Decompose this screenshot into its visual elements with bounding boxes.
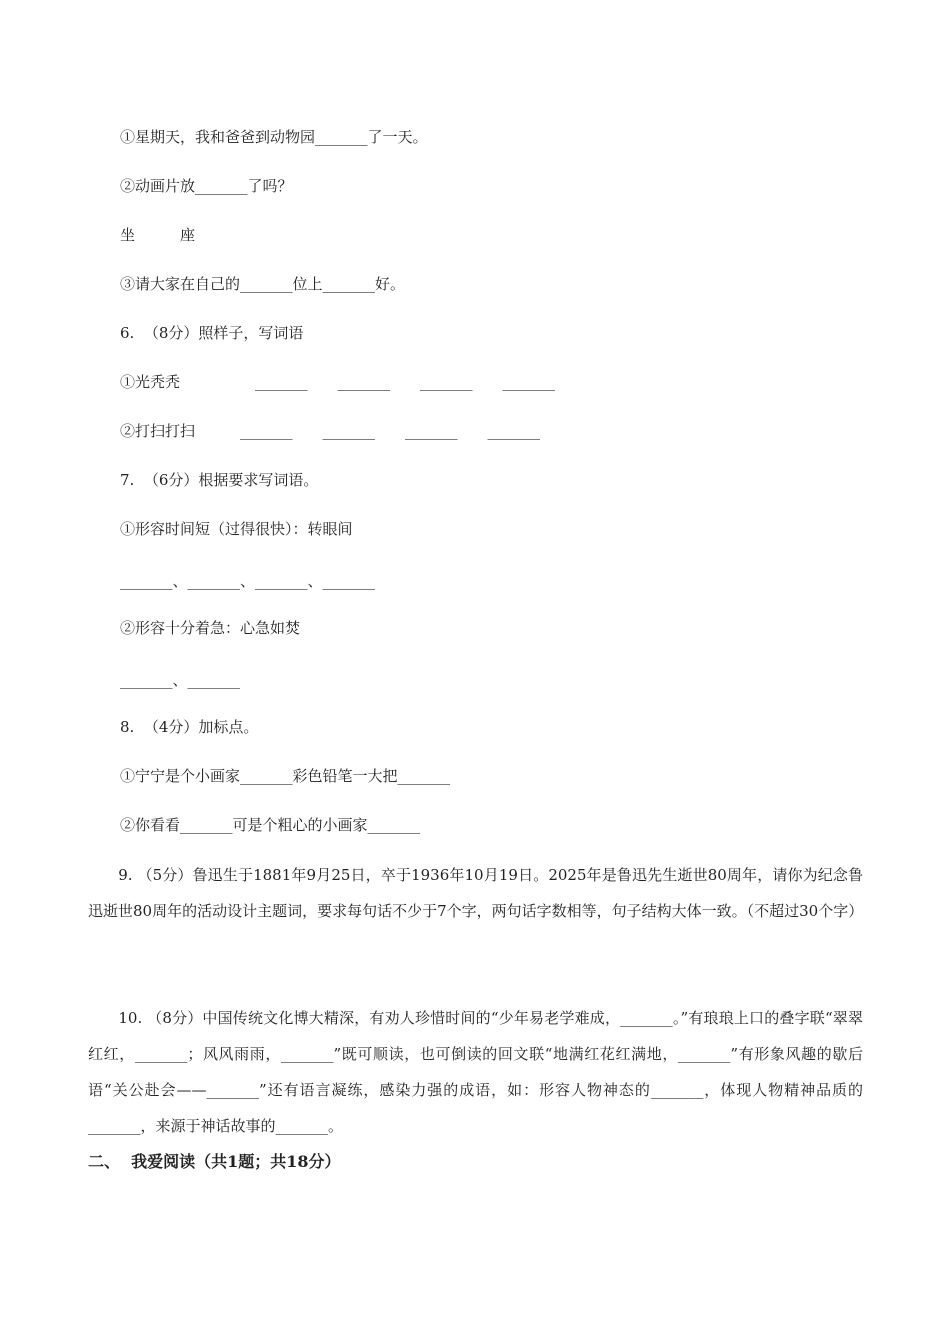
q6-item-2: ②打扫打扫 _______ _______ _______ _______ xyxy=(120,422,541,440)
q6-title: 6. （8分）照样子，写词语 xyxy=(120,324,304,342)
q7-item-2: ②形容十分着急：心急如焚 xyxy=(120,619,301,637)
q7-item-1: ①形容时间短（过得很快）：转眼间 xyxy=(120,520,353,538)
q6-item-1: ①光秃秃 _______ _______ _______ _______ xyxy=(120,373,556,391)
q7-title: 7. （6分）根据要求写词语。 xyxy=(120,471,319,489)
q10-paragraph: 10. （8分）中国传统文化博大精深，有劝人珍惜时间的“少年易老学难成，_______。”有琅琅上口的叠字联“翠翠红红，_______；风风雨雨，_______”既可顺读，也可倒读的回文联“地满红花红满地，_______”有形象风趣的歇后语“关公赴会——_______”还有语言凝练，感染力强的成语，如：形容人物神态的_______，体现人物精神品质的_______，来源于神话故事的_______。 xyxy=(88,1009,863,1135)
q8-item-2: ②你看看_______可是个粗心的小画家_______ xyxy=(120,816,421,834)
q5-item-1: ①星期天，我和爸爸到动物园_______了一天。 xyxy=(120,128,428,146)
q5-item-3: ③请大家在自己的_______位上_______好。 xyxy=(120,275,406,293)
q5-word-pair: 坐 座 xyxy=(120,226,196,244)
q5-item-2: ②动画片放_______了吗？ xyxy=(120,177,293,195)
q7-blanks-1: _______、_______、_______、_______ xyxy=(120,572,376,590)
section-heading: 二、 我爱阅读（共1题；共18分） xyxy=(88,1152,341,1171)
q8-item-1: ①宁宁是个小画家_______彩色铅笔一大把_______ xyxy=(120,767,451,785)
q8-title: 8. （4分）加标点。 xyxy=(120,718,259,736)
q7-blanks-2: _______、_______ xyxy=(120,671,241,689)
q9-paragraph: 9. （5分）鲁迅生于1881年9月25日，卒于1936年10月19日。2025年是鲁迅先生逝世80周年，请你为纪念鲁迅逝世80周年的活动设计主题词，要求每句话不少于7个字，两句话字数相等，句子结构大体一致。（不超过30个字） xyxy=(88,866,864,920)
